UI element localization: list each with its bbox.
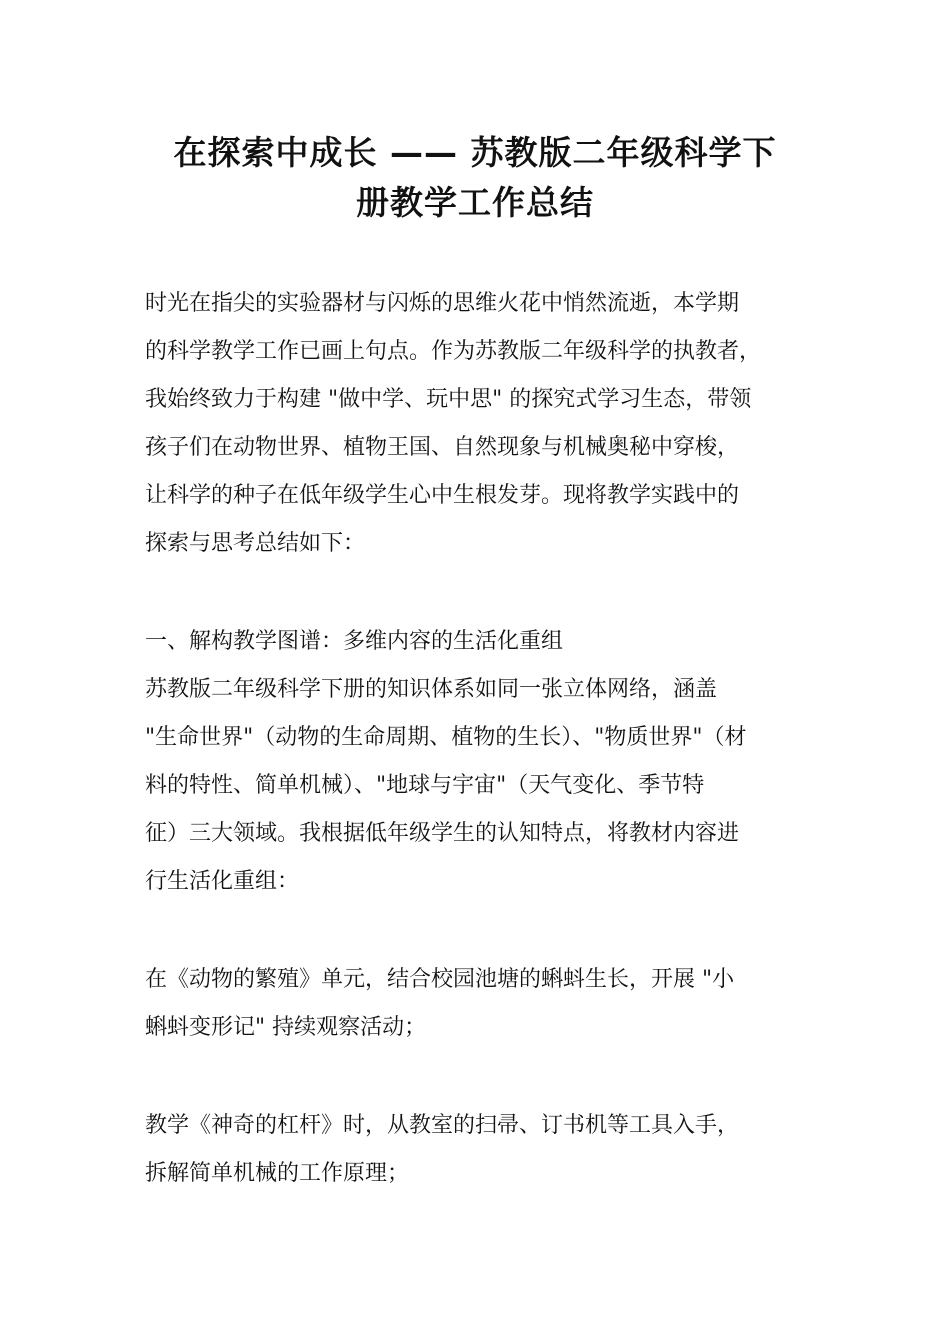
paragraph-line: "生命世界"（动物的生命周期、植物的生长）、"物质世界"（材 xyxy=(145,725,747,750)
title-line: 册教学工作总结 xyxy=(356,183,594,222)
paragraph-line: 的科学教学工作已画上句点。作为苏教版二年级科学的执教者， xyxy=(145,339,762,364)
document-body xyxy=(145,280,817,1198)
paragraph-line: 让科学的种子在低年级学生心中生根发芽。现将教学实践中的 xyxy=(145,483,740,508)
paragraph-spacer xyxy=(145,568,817,618)
list-item xyxy=(145,956,817,1052)
paragraph-line: 在《动物的繁殖》单元，结合校园池塘的蝌蚪生长，开展 "小 xyxy=(145,967,735,992)
paragraph-spacer xyxy=(145,1052,817,1102)
paragraph-line: 蝌蚪变形记" 持续观察活动； xyxy=(145,1015,427,1040)
document-title xyxy=(130,128,820,228)
paragraph-line: 行生活化重组： xyxy=(145,869,300,894)
intro-paragraph xyxy=(145,280,817,568)
paragraph-line: 孩子们在动物世界、植物王国、自然现象与机械奥秘中穿梭， xyxy=(145,435,740,460)
paragraph-line: 料的特性、简单机械）、"地球与宇宙"（天气变化、季节特 xyxy=(145,773,705,798)
paragraph-line: 拆解简单机械的工作原理； xyxy=(145,1161,410,1186)
paragraph-line: 探索与思考总结如下： xyxy=(145,531,366,556)
paragraph-line: 教学《神奇的杠杆》时，从教室的扫帚、订书机等工具入手， xyxy=(145,1113,740,1138)
paragraph-spacer xyxy=(145,906,817,956)
section-heading: 一、解构教学图谱：多维内容的生活化重组 xyxy=(145,629,564,654)
paragraph-line: 苏教版二年级科学下册的知识体系如同一张立体网络，涵盖 xyxy=(145,677,718,702)
paragraph-line: 征）三大领域。我根据低年级学生的认知特点，将教材内容进 xyxy=(145,821,740,846)
paragraph-line: 时光在指尖的实验器材与闪烁的思维火花中悄然流逝，本学期 xyxy=(145,291,740,316)
section-1 xyxy=(145,618,817,906)
title-line: 在探索中成长 —— 苏教版二年级科学下 xyxy=(173,133,777,172)
paragraph-line: 我始终致力于构建 "做中学、玩中思" 的探究式学习生态，带领 xyxy=(145,387,752,412)
list-item xyxy=(145,1102,817,1198)
